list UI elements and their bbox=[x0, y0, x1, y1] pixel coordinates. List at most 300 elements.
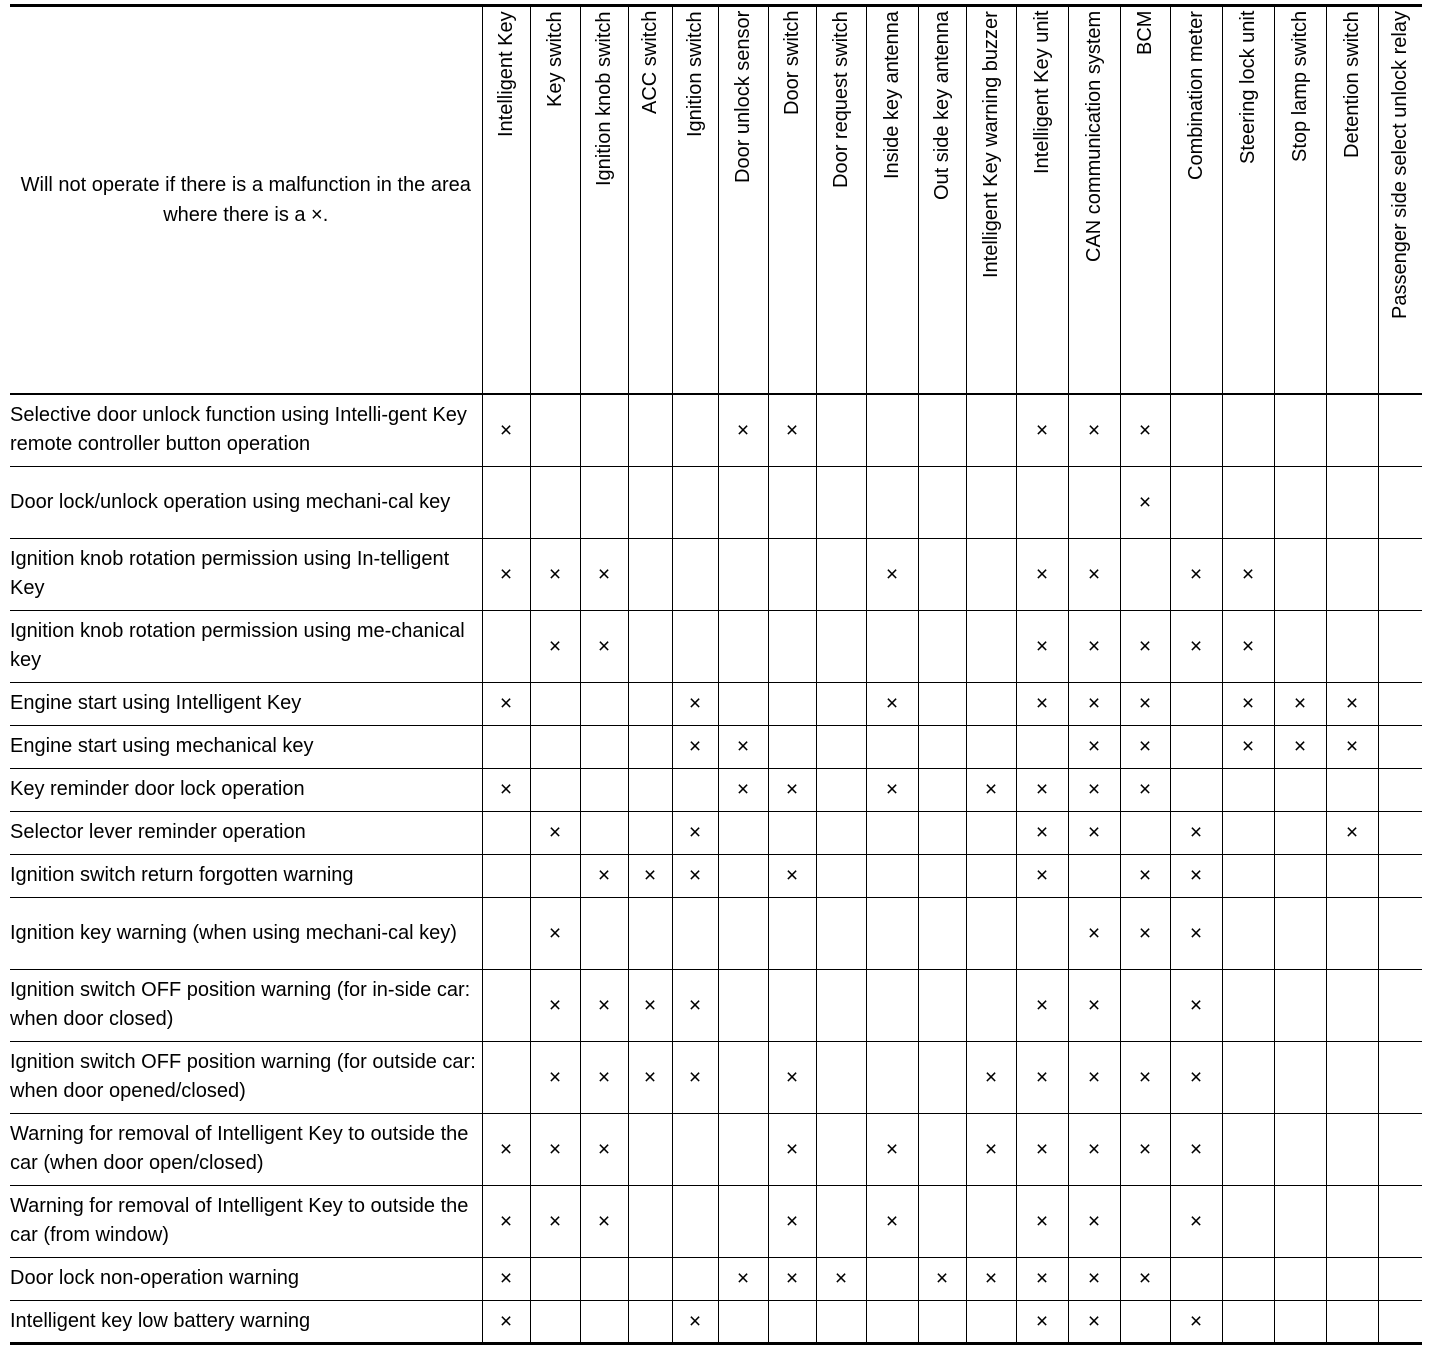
x-mark: × bbox=[482, 1113, 530, 1185]
empty-cell bbox=[918, 969, 966, 1041]
empty-cell bbox=[768, 1300, 816, 1343]
empty-cell bbox=[1378, 1185, 1422, 1257]
x-mark: × bbox=[918, 1257, 966, 1300]
column-header bbox=[1170, 6, 1222, 395]
x-mark: × bbox=[966, 1041, 1016, 1113]
x-mark: × bbox=[1068, 682, 1120, 725]
x-mark: × bbox=[1170, 610, 1222, 682]
empty-cell bbox=[1326, 1300, 1378, 1343]
empty-cell bbox=[672, 1113, 718, 1185]
x-mark: × bbox=[530, 610, 580, 682]
x-mark: × bbox=[768, 1257, 816, 1300]
row-label: Ignition knob rotation permission using me-chanical key bbox=[10, 610, 482, 682]
x-mark: × bbox=[672, 1041, 718, 1113]
row-label: Warning for removal of Intelligent Key to outside the car (when door open/closed) bbox=[10, 1113, 482, 1185]
column-header-label: CAN communication system bbox=[1083, 11, 1105, 263]
x-mark: × bbox=[1068, 538, 1120, 610]
column-header-label: Out side key antenna bbox=[931, 11, 953, 201]
empty-cell bbox=[1274, 394, 1326, 466]
empty-cell bbox=[530, 725, 580, 768]
empty-cell bbox=[768, 969, 816, 1041]
empty-cell bbox=[718, 1300, 768, 1343]
row-label: Ignition switch OFF position warning (for outside car: when door opened/closed) bbox=[10, 1041, 482, 1113]
empty-cell bbox=[866, 1041, 918, 1113]
x-mark: × bbox=[1068, 897, 1120, 969]
empty-cell bbox=[1378, 811, 1422, 854]
empty-cell bbox=[530, 1300, 580, 1343]
empty-cell bbox=[918, 811, 966, 854]
x-mark: × bbox=[816, 1257, 866, 1300]
empty-cell bbox=[1222, 1041, 1274, 1113]
empty-cell bbox=[1016, 466, 1068, 538]
empty-cell bbox=[1378, 1113, 1422, 1185]
row-label: Ignition switch OFF position warning (for in-side car: when door closed) bbox=[10, 969, 482, 1041]
x-mark: × bbox=[1016, 394, 1068, 466]
row-label: Warning for removal of Intelligent Key to outside the car (from window) bbox=[10, 1185, 482, 1257]
row-label: Key reminder door lock operation bbox=[10, 768, 482, 811]
column-header bbox=[628, 6, 672, 395]
column-header-label: Steering lock unit bbox=[1237, 11, 1259, 165]
table-row bbox=[10, 1113, 1422, 1185]
empty-cell bbox=[1274, 1041, 1326, 1113]
empty-cell bbox=[918, 1041, 966, 1113]
x-mark: × bbox=[482, 538, 530, 610]
x-mark: × bbox=[530, 897, 580, 969]
row-label: Ignition knob rotation permission using In-telligent Key bbox=[10, 538, 482, 610]
empty-cell bbox=[1120, 969, 1170, 1041]
empty-cell bbox=[482, 854, 530, 897]
empty-cell bbox=[530, 394, 580, 466]
table-row bbox=[10, 538, 1422, 610]
x-mark: × bbox=[1326, 682, 1378, 725]
empty-cell bbox=[1170, 768, 1222, 811]
empty-cell bbox=[1016, 897, 1068, 969]
x-mark: × bbox=[482, 1185, 530, 1257]
empty-cell bbox=[1378, 1257, 1422, 1300]
empty-cell bbox=[1222, 897, 1274, 969]
empty-cell bbox=[918, 1113, 966, 1185]
x-mark: × bbox=[1068, 610, 1120, 682]
empty-cell bbox=[628, 897, 672, 969]
empty-cell bbox=[1274, 538, 1326, 610]
empty-cell bbox=[628, 538, 672, 610]
x-mark: × bbox=[1016, 1257, 1068, 1300]
x-mark: × bbox=[672, 854, 718, 897]
empty-cell bbox=[1326, 768, 1378, 811]
table-row bbox=[10, 768, 1422, 811]
empty-cell bbox=[1274, 811, 1326, 854]
empty-cell bbox=[866, 610, 918, 682]
empty-cell bbox=[918, 610, 966, 682]
empty-cell bbox=[628, 1300, 672, 1343]
x-mark: × bbox=[1016, 811, 1068, 854]
empty-cell bbox=[918, 466, 966, 538]
table-row bbox=[10, 969, 1422, 1041]
empty-cell bbox=[482, 725, 530, 768]
table-row bbox=[10, 897, 1422, 969]
empty-cell bbox=[816, 811, 866, 854]
empty-cell bbox=[1222, 466, 1274, 538]
x-mark: × bbox=[1068, 725, 1120, 768]
x-mark: × bbox=[1170, 854, 1222, 897]
empty-cell bbox=[966, 1185, 1016, 1257]
x-mark: × bbox=[718, 725, 768, 768]
x-mark: × bbox=[1120, 1041, 1170, 1113]
empty-cell bbox=[1120, 1185, 1170, 1257]
empty-cell bbox=[866, 466, 918, 538]
empty-cell bbox=[1222, 1257, 1274, 1300]
empty-cell bbox=[918, 682, 966, 725]
empty-cell bbox=[1222, 1300, 1274, 1343]
empty-cell bbox=[672, 768, 718, 811]
empty-cell bbox=[966, 610, 1016, 682]
empty-cell bbox=[816, 854, 866, 897]
x-mark: × bbox=[1120, 394, 1170, 466]
x-mark: × bbox=[1016, 610, 1068, 682]
x-mark: × bbox=[866, 538, 918, 610]
empty-cell bbox=[530, 1257, 580, 1300]
empty-cell bbox=[628, 768, 672, 811]
empty-cell bbox=[1222, 811, 1274, 854]
x-mark: × bbox=[580, 1113, 628, 1185]
empty-cell bbox=[966, 897, 1016, 969]
empty-cell bbox=[1378, 682, 1422, 725]
empty-cell bbox=[966, 466, 1016, 538]
empty-cell bbox=[482, 610, 530, 682]
column-header bbox=[1120, 6, 1170, 395]
empty-cell bbox=[768, 610, 816, 682]
column-header bbox=[1378, 6, 1422, 395]
empty-cell bbox=[866, 811, 918, 854]
empty-cell bbox=[530, 768, 580, 811]
row-label: Selector lever reminder operation bbox=[10, 811, 482, 854]
row-label: Selective door unlock function using Intelli-gent Key remote controller button operation bbox=[10, 394, 482, 466]
x-mark: × bbox=[482, 768, 530, 811]
x-mark: × bbox=[1170, 897, 1222, 969]
empty-cell bbox=[1378, 969, 1422, 1041]
empty-cell bbox=[482, 1041, 530, 1113]
empty-cell bbox=[1274, 1185, 1326, 1257]
empty-cell bbox=[580, 725, 628, 768]
x-mark: × bbox=[1068, 969, 1120, 1041]
x-mark: × bbox=[1170, 1113, 1222, 1185]
x-mark: × bbox=[530, 1113, 580, 1185]
x-mark: × bbox=[1068, 811, 1120, 854]
row-label: Engine start using mechanical key bbox=[10, 725, 482, 768]
x-mark: × bbox=[1222, 538, 1274, 610]
empty-cell bbox=[1274, 1257, 1326, 1300]
empty-cell bbox=[530, 682, 580, 725]
empty-cell bbox=[530, 466, 580, 538]
empty-cell bbox=[1326, 538, 1378, 610]
empty-cell bbox=[866, 897, 918, 969]
column-header-label: ACC switch bbox=[639, 11, 661, 115]
empty-cell bbox=[918, 1300, 966, 1343]
empty-cell bbox=[672, 1257, 718, 1300]
empty-cell bbox=[482, 811, 530, 854]
matrix-body bbox=[10, 394, 1422, 1343]
x-mark: × bbox=[580, 538, 628, 610]
empty-cell bbox=[718, 969, 768, 1041]
x-mark: × bbox=[672, 969, 718, 1041]
empty-cell bbox=[672, 394, 718, 466]
x-mark: × bbox=[966, 1257, 1016, 1300]
row-label: Intelligent key low battery warning bbox=[10, 1300, 482, 1343]
empty-cell bbox=[816, 969, 866, 1041]
empty-cell bbox=[1068, 854, 1120, 897]
x-mark: × bbox=[1120, 466, 1170, 538]
empty-cell bbox=[816, 1185, 866, 1257]
column-header-label: Key switch bbox=[544, 11, 566, 107]
empty-cell bbox=[718, 1185, 768, 1257]
empty-cell bbox=[966, 725, 1016, 768]
x-mark: × bbox=[866, 1113, 918, 1185]
table-row bbox=[10, 1257, 1422, 1300]
empty-cell bbox=[672, 1185, 718, 1257]
empty-cell bbox=[1274, 897, 1326, 969]
empty-cell bbox=[768, 682, 816, 725]
empty-cell bbox=[628, 466, 672, 538]
empty-cell bbox=[628, 1185, 672, 1257]
empty-cell bbox=[816, 538, 866, 610]
empty-cell bbox=[966, 682, 1016, 725]
empty-cell bbox=[918, 768, 966, 811]
row-label: Ignition switch return forgotten warning bbox=[10, 854, 482, 897]
x-mark: × bbox=[628, 1041, 672, 1113]
empty-cell bbox=[718, 538, 768, 610]
column-header bbox=[1274, 6, 1326, 395]
x-mark: × bbox=[1274, 725, 1326, 768]
x-mark: × bbox=[1016, 969, 1068, 1041]
empty-cell bbox=[718, 854, 768, 897]
empty-cell bbox=[966, 538, 1016, 610]
x-mark: × bbox=[1016, 538, 1068, 610]
empty-cell bbox=[1222, 969, 1274, 1041]
empty-cell bbox=[1326, 466, 1378, 538]
empty-cell bbox=[1274, 1113, 1326, 1185]
empty-cell bbox=[866, 854, 918, 897]
x-mark: × bbox=[1016, 1185, 1068, 1257]
x-mark: × bbox=[580, 1041, 628, 1113]
empty-cell bbox=[1378, 897, 1422, 969]
empty-cell bbox=[918, 394, 966, 466]
empty-cell bbox=[1326, 1041, 1378, 1113]
empty-cell bbox=[768, 466, 816, 538]
x-mark: × bbox=[866, 682, 918, 725]
header-row bbox=[10, 6, 1422, 395]
empty-cell bbox=[866, 969, 918, 1041]
x-mark: × bbox=[1222, 725, 1274, 768]
x-mark: × bbox=[628, 854, 672, 897]
column-header-label: Inside key antenna bbox=[881, 11, 903, 179]
empty-cell bbox=[530, 854, 580, 897]
x-mark: × bbox=[530, 538, 580, 610]
x-mark: × bbox=[768, 1185, 816, 1257]
empty-cell bbox=[816, 394, 866, 466]
empty-cell bbox=[1326, 394, 1378, 466]
x-mark: × bbox=[1068, 1185, 1120, 1257]
x-mark: × bbox=[672, 1300, 718, 1343]
empty-cell bbox=[1378, 768, 1422, 811]
x-mark: × bbox=[1120, 768, 1170, 811]
column-header-label: Intelligent Key unit bbox=[1031, 11, 1053, 175]
empty-cell bbox=[628, 811, 672, 854]
empty-cell bbox=[816, 768, 866, 811]
empty-cell bbox=[628, 725, 672, 768]
empty-cell bbox=[1274, 854, 1326, 897]
x-mark: × bbox=[768, 1041, 816, 1113]
x-mark: × bbox=[1016, 768, 1068, 811]
x-mark: × bbox=[1170, 1041, 1222, 1113]
table-row bbox=[10, 1185, 1422, 1257]
empty-cell bbox=[966, 854, 1016, 897]
x-mark: × bbox=[718, 768, 768, 811]
empty-cell bbox=[1170, 1257, 1222, 1300]
empty-cell bbox=[628, 394, 672, 466]
empty-cell bbox=[816, 610, 866, 682]
x-mark: × bbox=[966, 1113, 1016, 1185]
x-mark: × bbox=[482, 1257, 530, 1300]
x-mark: × bbox=[866, 1185, 918, 1257]
x-mark: × bbox=[580, 854, 628, 897]
empty-cell bbox=[1378, 854, 1422, 897]
x-mark: × bbox=[1326, 725, 1378, 768]
empty-cell bbox=[1326, 969, 1378, 1041]
empty-cell bbox=[816, 682, 866, 725]
empty-cell bbox=[1222, 1113, 1274, 1185]
empty-cell bbox=[1378, 466, 1422, 538]
table-row bbox=[10, 682, 1422, 725]
column-header-label: Detention switch bbox=[1341, 11, 1363, 158]
empty-cell bbox=[1170, 682, 1222, 725]
empty-cell bbox=[1170, 466, 1222, 538]
empty-cell bbox=[1016, 725, 1068, 768]
empty-cell bbox=[1274, 466, 1326, 538]
column-header bbox=[1016, 6, 1068, 395]
x-mark: × bbox=[1068, 1257, 1120, 1300]
empty-cell bbox=[866, 1300, 918, 1343]
column-header bbox=[816, 6, 866, 395]
empty-cell bbox=[966, 1300, 1016, 1343]
empty-cell bbox=[1120, 811, 1170, 854]
empty-cell bbox=[718, 1113, 768, 1185]
column-header bbox=[1068, 6, 1120, 395]
empty-cell bbox=[628, 1113, 672, 1185]
empty-cell bbox=[918, 1185, 966, 1257]
column-header bbox=[918, 6, 966, 395]
empty-cell bbox=[580, 897, 628, 969]
row-label: Door lock/unlock operation using mechani-cal key bbox=[10, 466, 482, 538]
column-header bbox=[482, 6, 530, 395]
empty-cell bbox=[482, 466, 530, 538]
empty-cell bbox=[718, 811, 768, 854]
column-header-label: Door switch bbox=[781, 11, 803, 116]
empty-cell bbox=[718, 682, 768, 725]
empty-cell bbox=[482, 897, 530, 969]
x-mark: × bbox=[1016, 854, 1068, 897]
empty-cell bbox=[672, 897, 718, 969]
empty-cell bbox=[816, 466, 866, 538]
x-mark: × bbox=[672, 725, 718, 768]
x-mark: × bbox=[672, 811, 718, 854]
x-mark: × bbox=[718, 1257, 768, 1300]
x-mark: × bbox=[1016, 682, 1068, 725]
table-row bbox=[10, 394, 1422, 466]
empty-cell bbox=[1378, 1041, 1422, 1113]
empty-cell bbox=[966, 811, 1016, 854]
x-mark: × bbox=[866, 768, 918, 811]
empty-cell bbox=[580, 1257, 628, 1300]
x-mark: × bbox=[580, 969, 628, 1041]
x-mark: × bbox=[1068, 1300, 1120, 1343]
column-header bbox=[672, 6, 718, 395]
empty-cell bbox=[1378, 1300, 1422, 1343]
x-mark: × bbox=[1016, 1300, 1068, 1343]
empty-cell bbox=[1326, 897, 1378, 969]
x-mark: × bbox=[1016, 1113, 1068, 1185]
empty-cell bbox=[718, 466, 768, 538]
table-row bbox=[10, 854, 1422, 897]
empty-cell bbox=[628, 682, 672, 725]
empty-cell bbox=[580, 768, 628, 811]
x-mark: × bbox=[1120, 1113, 1170, 1185]
empty-cell bbox=[628, 610, 672, 682]
empty-cell bbox=[718, 1041, 768, 1113]
x-mark: × bbox=[1068, 394, 1120, 466]
x-mark: × bbox=[1170, 969, 1222, 1041]
empty-cell bbox=[1326, 854, 1378, 897]
x-mark: × bbox=[1170, 811, 1222, 854]
x-mark: × bbox=[1120, 854, 1170, 897]
empty-cell bbox=[1274, 768, 1326, 811]
empty-cell bbox=[1222, 854, 1274, 897]
x-mark: × bbox=[966, 768, 1016, 811]
column-header-label: Intelligent Key bbox=[495, 11, 517, 137]
empty-cell bbox=[1274, 610, 1326, 682]
empty-cell bbox=[718, 897, 768, 969]
column-header bbox=[580, 6, 628, 395]
column-header bbox=[718, 6, 768, 395]
empty-cell bbox=[918, 854, 966, 897]
x-mark: × bbox=[530, 1185, 580, 1257]
table-row bbox=[10, 610, 1422, 682]
row-label: Ignition key warning (when using mechani-cal key) bbox=[10, 897, 482, 969]
empty-cell bbox=[1326, 1257, 1378, 1300]
x-mark: × bbox=[768, 768, 816, 811]
table-row bbox=[10, 466, 1422, 538]
x-mark: × bbox=[768, 1113, 816, 1185]
empty-cell bbox=[816, 1113, 866, 1185]
empty-cell bbox=[918, 538, 966, 610]
x-mark: × bbox=[1170, 1185, 1222, 1257]
empty-cell bbox=[580, 811, 628, 854]
column-header bbox=[530, 6, 580, 395]
empty-cell bbox=[580, 682, 628, 725]
corner-header-text: Will not operate if there is a malfunction in the area where there is a ×. bbox=[10, 6, 482, 395]
empty-cell bbox=[768, 725, 816, 768]
column-header-label: Intelligent Key warning buzzer bbox=[980, 11, 1002, 278]
empty-cell bbox=[628, 1257, 672, 1300]
x-mark: × bbox=[1120, 682, 1170, 725]
empty-cell bbox=[1274, 1300, 1326, 1343]
empty-cell bbox=[580, 1300, 628, 1343]
empty-cell bbox=[1170, 394, 1222, 466]
x-mark: × bbox=[580, 1185, 628, 1257]
empty-cell bbox=[1170, 725, 1222, 768]
x-mark: × bbox=[1222, 610, 1274, 682]
empty-cell bbox=[816, 897, 866, 969]
empty-cell bbox=[768, 897, 816, 969]
